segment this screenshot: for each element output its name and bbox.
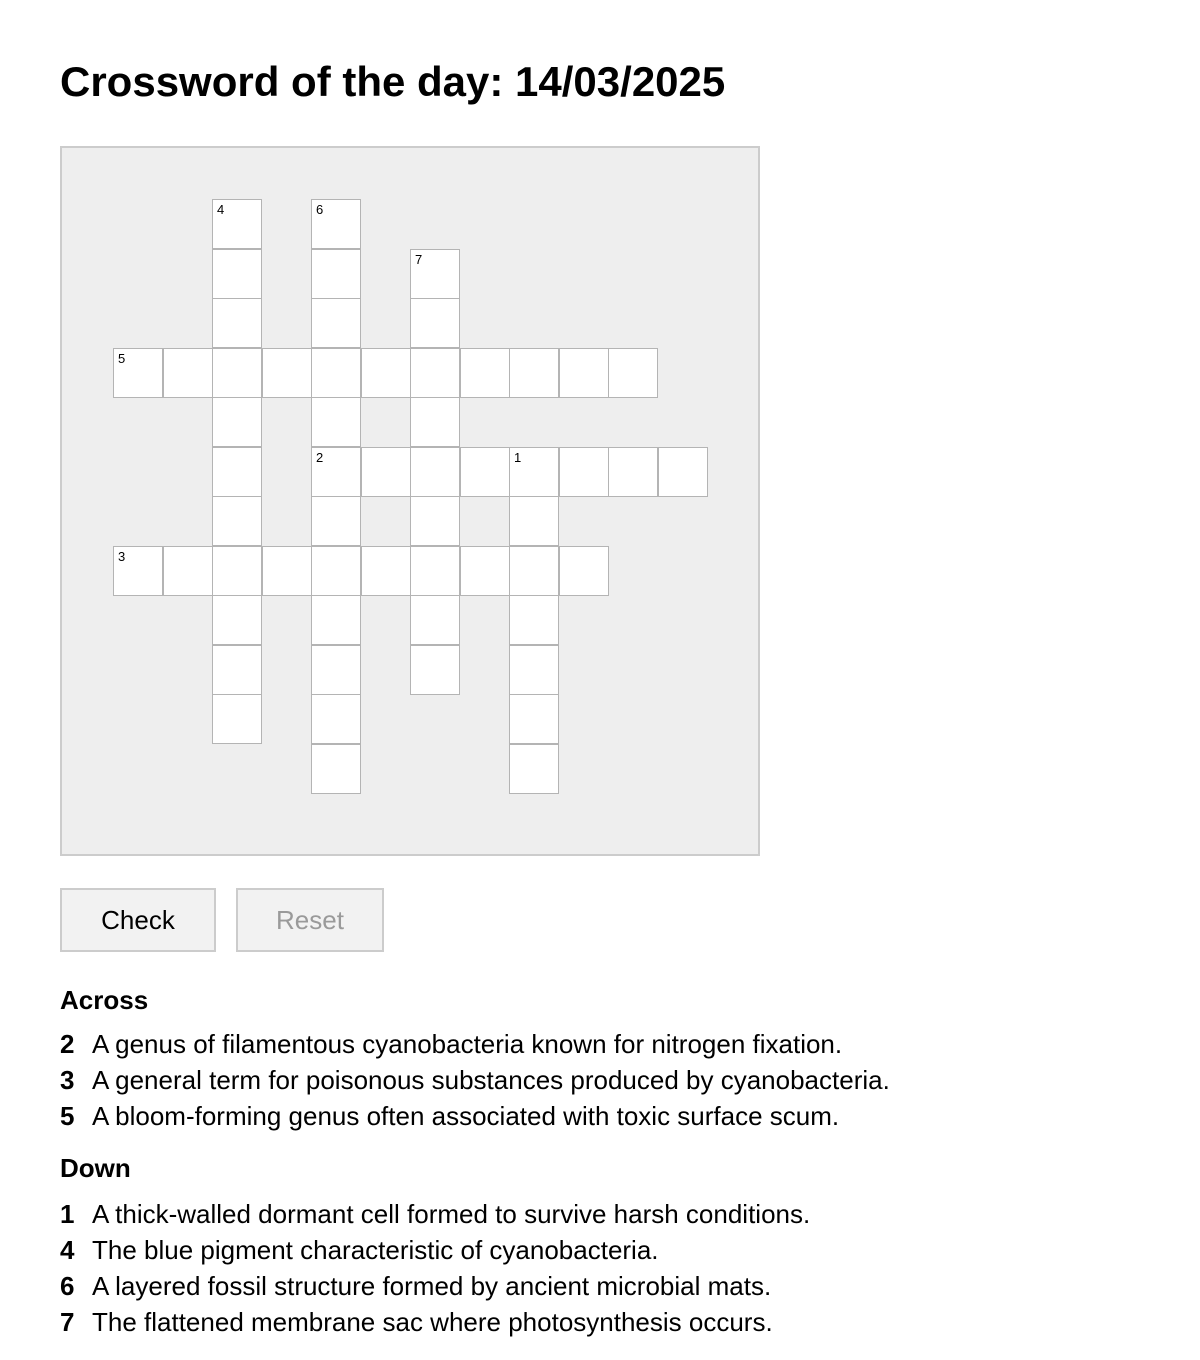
across-clue-list	[60, 1026, 890, 1134]
clue-number: 1	[60, 1199, 75, 1229]
cell-input[interactable]	[411, 398, 459, 446]
cell-input[interactable]	[312, 299, 360, 347]
grid-cell[interactable]	[509, 546, 559, 596]
cell-input[interactable]	[659, 448, 707, 496]
clue-item	[60, 1098, 890, 1134]
grid-cell[interactable]	[509, 744, 559, 794]
clue-number-label: 4	[217, 202, 225, 217]
clue-number: 7	[60, 1307, 75, 1337]
cell-input[interactable]	[312, 695, 360, 743]
grid-cell[interactable]	[509, 447, 559, 497]
clue-number: 6	[60, 1271, 75, 1301]
cell-input[interactable]	[312, 745, 360, 793]
cell-input[interactable]	[312, 349, 360, 397]
cell-input[interactable]	[263, 547, 311, 595]
grid-cell[interactable]	[311, 546, 361, 596]
grid-cell[interactable]	[509, 496, 559, 546]
clue-item	[60, 1304, 810, 1340]
clue-number-label: 7	[415, 251, 423, 267]
clue-item	[60, 1062, 890, 1098]
grid-cell[interactable]	[212, 397, 262, 447]
page-title: Crossword of the day: 14/03/2025	[60, 58, 726, 105]
grid-cell[interactable]	[212, 199, 262, 249]
cell-input[interactable]	[213, 646, 261, 694]
cell-input[interactable]	[312, 547, 360, 595]
grid-cell[interactable]	[559, 348, 609, 398]
cell-input[interactable]	[510, 596, 558, 644]
cell-input[interactable]	[213, 695, 261, 743]
cell-input[interactable]	[362, 547, 410, 595]
cell-input[interactable]	[312, 497, 360, 545]
grid-cell[interactable]	[460, 348, 510, 398]
grid-cell[interactable]	[460, 447, 510, 497]
grid-cell[interactable]	[212, 546, 262, 596]
cell-input[interactable]	[213, 398, 261, 446]
cell-input[interactable]	[461, 448, 509, 496]
clue-number-label: 2	[316, 449, 324, 465]
clue-item	[60, 1232, 810, 1268]
grid-cell[interactable]	[410, 249, 460, 299]
cell-input[interactable]	[411, 596, 459, 644]
cell-input[interactable]	[213, 448, 261, 496]
clue-number: 2	[60, 1029, 75, 1059]
clue-number-label: 1	[514, 449, 522, 465]
grid-cell[interactable]	[163, 348, 213, 398]
cell-input[interactable]	[312, 596, 360, 644]
grid-cell[interactable]	[509, 595, 559, 645]
grid-cell[interactable]	[509, 645, 559, 695]
cell-input[interactable]	[411, 497, 459, 545]
cell-input[interactable]	[560, 547, 608, 595]
grid-cell[interactable]	[361, 546, 411, 596]
cell-input[interactable]	[213, 299, 261, 347]
grid-cell[interactable]	[311, 447, 361, 497]
grid-cell[interactable]	[212, 694, 262, 744]
cell-input[interactable]	[213, 547, 261, 595]
cell-input[interactable]	[461, 349, 509, 397]
grid-cell[interactable]	[212, 496, 262, 546]
cell-input[interactable]	[263, 349, 311, 397]
grid-cell[interactable]	[410, 496, 460, 546]
grid-cell[interactable]	[410, 298, 460, 348]
cell-input[interactable]	[411, 547, 459, 595]
clue-text: A genus of filamentous cyanobacteria known for nitrogen fixation.	[92, 1029, 843, 1059]
grid-cell[interactable]	[262, 546, 312, 596]
cell-input[interactable]	[609, 349, 657, 397]
clue-text: A thick-walled dormant cell formed to survive harsh conditions.	[92, 1199, 811, 1229]
grid-cell[interactable]	[608, 447, 658, 497]
grid-cell[interactable]	[311, 397, 361, 447]
clue-number-label: 3	[118, 548, 126, 564]
grid-cell[interactable]	[311, 694, 361, 744]
down-heading: Down	[60, 1153, 131, 1183]
grid-cell[interactable]	[311, 496, 361, 546]
cell-input[interactable]	[312, 398, 360, 446]
clue-item	[60, 1026, 890, 1062]
grid-cell[interactable]	[212, 298, 262, 348]
clue-number: 3	[60, 1065, 75, 1095]
grid-cell[interactable]	[608, 348, 658, 398]
cell-input[interactable]	[510, 695, 558, 743]
cell-input[interactable]	[510, 547, 558, 595]
cell-input[interactable]	[510, 349, 558, 397]
cell-input[interactable]	[411, 299, 459, 347]
grid-cell[interactable]	[311, 348, 361, 398]
cell-input[interactable]	[411, 448, 459, 496]
clue-item	[60, 1196, 810, 1232]
cell-input[interactable]	[461, 547, 509, 595]
grid-cell[interactable]	[361, 348, 411, 398]
grid-cell[interactable]	[559, 447, 609, 497]
down-clue-list	[60, 1196, 810, 1340]
cell-input[interactable]	[213, 596, 261, 644]
cell-input[interactable]	[213, 497, 261, 545]
cell-input[interactable]	[411, 349, 459, 397]
grid-cell[interactable]	[212, 645, 262, 695]
grid-cell[interactable]	[559, 546, 609, 596]
grid-cell[interactable]	[410, 397, 460, 447]
cell-input[interactable]	[312, 250, 360, 298]
cell-input[interactable]	[213, 349, 261, 397]
cell-input[interactable]	[560, 448, 608, 496]
cell-input[interactable]	[510, 646, 558, 694]
grid-cell[interactable]	[509, 694, 559, 744]
cell-input[interactable]	[213, 250, 261, 298]
grid-cell[interactable]	[262, 348, 312, 398]
grid-cell[interactable]	[410, 595, 460, 645]
clue-number-label: 6	[316, 202, 324, 217]
clue-number: 5	[60, 1101, 75, 1131]
grid-cell[interactable]	[410, 348, 460, 398]
cell-input[interactable]	[510, 745, 558, 793]
grid-cell[interactable]	[212, 595, 262, 645]
grid-cell[interactable]	[311, 199, 361, 249]
clue-number-label: 5	[118, 350, 126, 366]
cell-input[interactable]	[560, 349, 608, 397]
reset-button[interactable]: Reset	[236, 888, 384, 952]
clue-text: A general term for poisonous substances produced by cyanobacteria.	[92, 1065, 890, 1095]
grid-cell[interactable]	[460, 546, 510, 596]
grid-cell[interactable]	[212, 447, 262, 497]
across-heading: Across	[60, 985, 149, 1015]
grid-cell[interactable]	[509, 348, 559, 398]
clue-text: The flattened membrane sac where photosynthesis occurs.	[92, 1307, 773, 1337]
clue-item	[60, 1268, 810, 1304]
grid-cell[interactable]	[311, 298, 361, 348]
grid-cell[interactable]	[311, 645, 361, 695]
grid-cell[interactable]	[113, 546, 163, 596]
check-button[interactable]: Check	[60, 888, 216, 952]
cell-input[interactable]	[609, 448, 657, 496]
cell-input[interactable]	[164, 349, 212, 397]
grid-cell[interactable]	[212, 249, 262, 299]
grid-cell[interactable]	[410, 645, 460, 695]
grid-cell[interactable]	[212, 348, 262, 398]
clue-number: 4	[60, 1235, 75, 1265]
crossword-grid	[60, 146, 760, 856]
grid-cell[interactable]	[163, 546, 213, 596]
grid-cell[interactable]	[361, 447, 411, 497]
grid-cell[interactable]	[113, 348, 163, 398]
grid-cell[interactable]	[311, 249, 361, 299]
cell-input[interactable]	[164, 547, 212, 595]
grid-cell[interactable]	[410, 447, 460, 497]
cell-input[interactable]	[312, 646, 360, 694]
cell-input[interactable]	[510, 497, 558, 545]
grid-cell[interactable]	[658, 447, 708, 497]
clue-text: A layered fossil structure formed by ancient microbial mats.	[92, 1271, 772, 1301]
grid-cell[interactable]	[311, 744, 361, 794]
cell-input[interactable]	[362, 349, 410, 397]
grid-cell[interactable]	[311, 595, 361, 645]
cell-input[interactable]	[362, 448, 410, 496]
grid-cell[interactable]	[410, 546, 460, 596]
clue-text: A bloom-forming genus often associated with toxic surface scum.	[92, 1101, 840, 1131]
clue-text: The blue pigment characteristic of cyanobacteria.	[92, 1235, 659, 1265]
cell-input[interactable]	[411, 646, 459, 694]
